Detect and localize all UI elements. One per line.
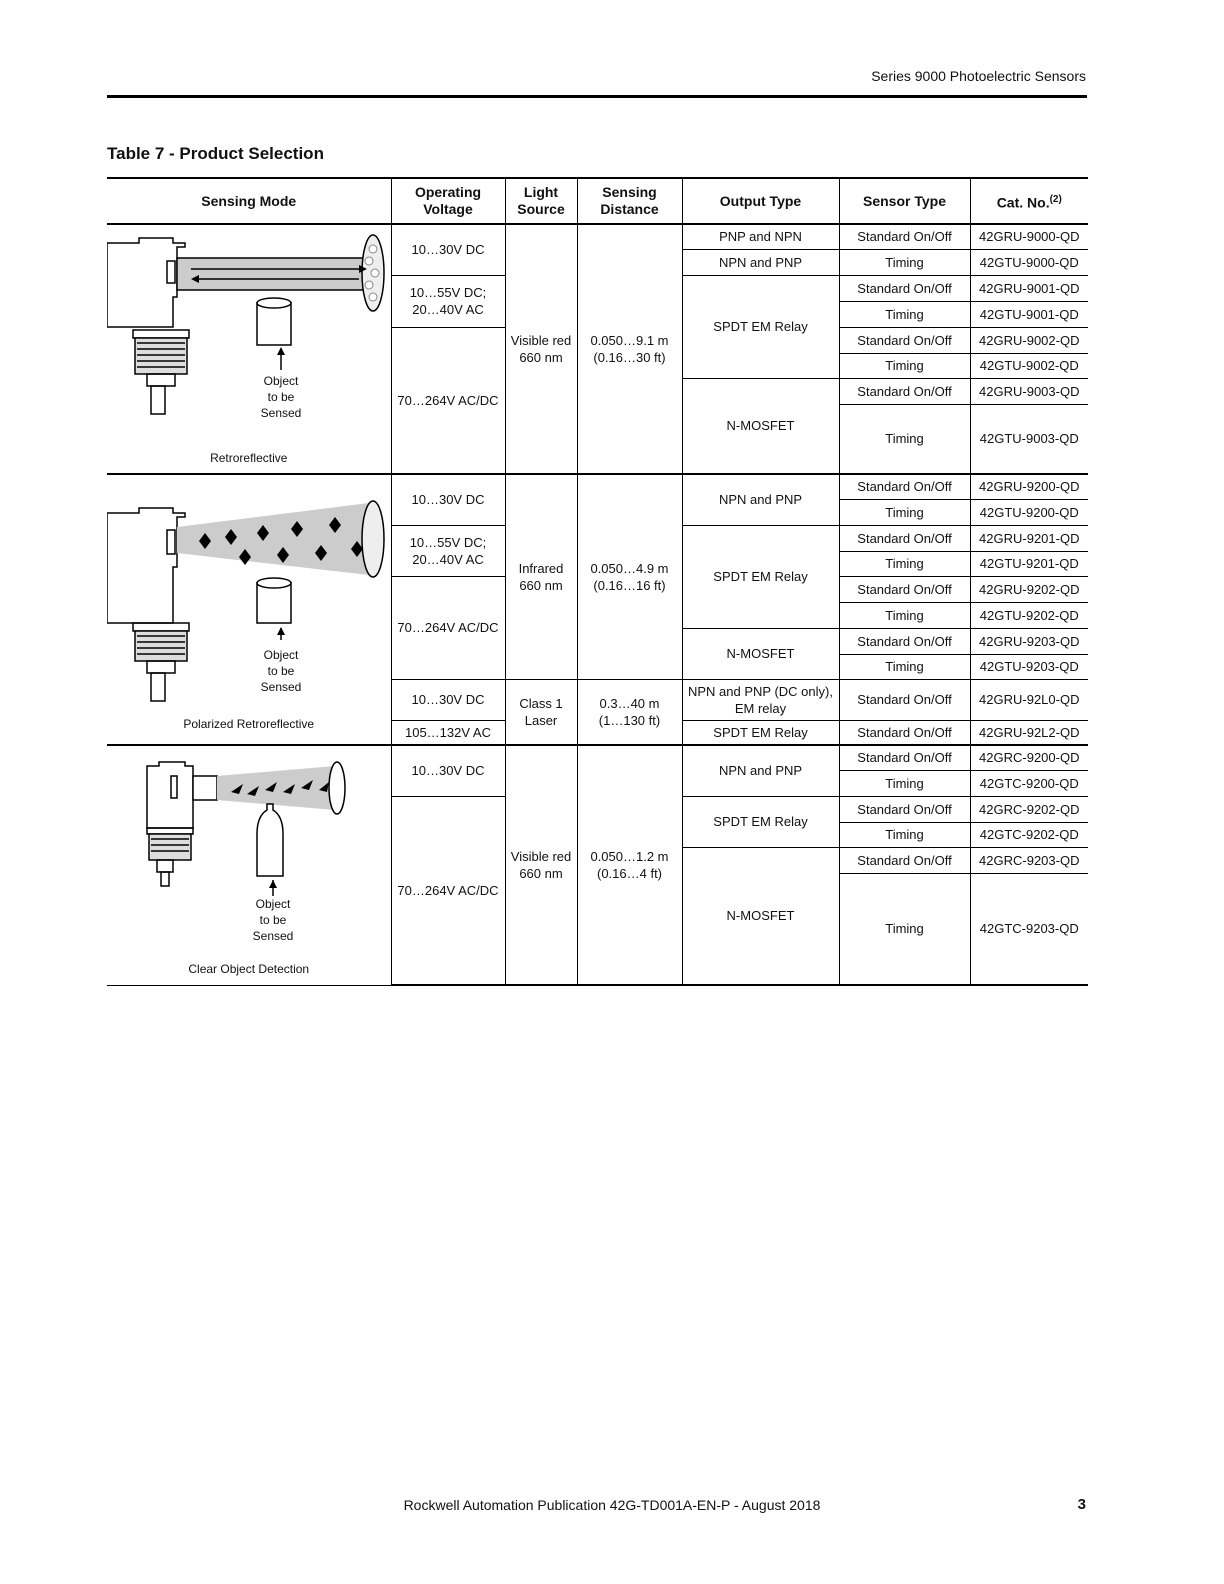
cat-no-cell: 42GTU-9201-QD — [970, 551, 1088, 576]
output-type-cell: NPN and PNP — [682, 745, 839, 796]
polarized-retroreflective-sensor-diagram — [107, 475, 391, 735]
sensor-type-cell: Timing — [839, 602, 970, 628]
voltage-cell: 10…30V DC — [391, 224, 505, 275]
sensing-distance-cell: 0.3…40 m (1…130 ft) — [577, 679, 682, 745]
sensor-type-cell: Standard On/Off — [839, 576, 970, 602]
cat-no-cell: 42GRU-92L2-QD — [970, 720, 1088, 745]
cat-no-cell: 42GRU-9003-QD — [970, 378, 1088, 404]
object-label: Object to be Sensed — [260, 648, 302, 694]
output-type-cell: NPN and PNP — [682, 249, 839, 275]
output-type-cell: NPN and PNP — [682, 474, 839, 525]
object-label: Object to be Sensed — [260, 374, 302, 420]
light-source-cell: Infrared 660 nm — [505, 474, 577, 679]
sensor-type-cell: Timing — [839, 301, 970, 327]
cat-no-cell: 42GTU-9003-QD — [970, 404, 1088, 474]
cat-no-cell: 42GRU-9000-QD — [970, 224, 1088, 249]
sensor-type-cell: Timing — [839, 822, 970, 847]
table-row — [107, 745, 1088, 770]
sensing-mode-label: Clear Object Detection — [188, 962, 310, 976]
table-header-row — [107, 178, 1088, 224]
cat-no-cell: 42GRU-92L0-QD — [970, 679, 1088, 720]
sensing-distance-cell: 0.050…4.9 m (0.16…16 ft) — [577, 474, 682, 679]
col-header-sensing-distance: Sensing Distance — [577, 178, 682, 224]
running-header: Series 9000 Photoelectric Sensors — [871, 68, 1086, 84]
voltage-cell: 70…264V AC/DC — [391, 796, 505, 985]
light-source-cell: Visible red 660 nm — [505, 745, 577, 985]
object-label: Object to be Sensed — [252, 897, 294, 943]
cat-no-cell: 42GRU-9201-QD — [970, 525, 1088, 551]
cat-no-cell: 42GRU-9203-QD — [970, 628, 1088, 654]
voltage-cell: 10…30V DC — [391, 679, 505, 720]
col-header-cat-no: Cat. No.$^{(2)}$ — [970, 178, 1088, 224]
voltage-cell: 10…30V DC — [391, 474, 505, 525]
sensing-mode-clear-object-detection — [107, 745, 391, 985]
cat-no-cell: 42GTU-9000-QD — [970, 249, 1088, 275]
sensor-type-cell: Timing — [839, 873, 970, 985]
voltage-cell: 105…132V AC — [391, 720, 505, 745]
cat-no-cell: 42GTC-9203-QD — [970, 873, 1088, 985]
cat-no-cell: 42GTU-9203-QD — [970, 654, 1088, 679]
voltage-cell: 10…30V DC — [391, 745, 505, 796]
cat-no-cell: 42GRC-9200-QD — [970, 745, 1088, 770]
header-rule — [107, 95, 1087, 98]
output-type-cell: SPDT EM Relay — [682, 720, 839, 745]
sensor-type-cell: Standard On/Off — [839, 474, 970, 499]
sensing-mode-label: Polarized Retroreflective — [183, 717, 315, 731]
col-header-output-type: Output Type — [682, 178, 839, 224]
cat-no-cell: 42GRU-9002-QD — [970, 327, 1088, 353]
light-source-cell: Class 1 Laser — [505, 679, 577, 745]
output-type-cell: N-MOSFET — [682, 378, 839, 474]
col-header-sensor-type: Sensor Type — [839, 178, 970, 224]
cat-no-cell: 42GTU-9200-QD — [970, 499, 1088, 525]
cat-no-cell: 42GRC-9202-QD — [970, 796, 1088, 822]
sensor-type-cell: Standard On/Off — [839, 679, 970, 720]
sensor-type-cell: Timing — [839, 353, 970, 378]
sensor-type-cell: Timing — [839, 654, 970, 679]
sensor-type-cell: Timing — [839, 499, 970, 525]
output-type-cell: N-MOSFET — [682, 628, 839, 679]
cat-no-cell: 42GRC-9203-QD — [970, 847, 1088, 873]
sensor-type-cell: Standard On/Off — [839, 628, 970, 654]
sensing-distance-cell: 0.050…1.2 m (0.16…4 ft) — [577, 745, 682, 985]
sensor-type-cell: Timing — [839, 551, 970, 576]
output-type-cell: SPDT EM Relay — [682, 275, 839, 378]
sensing-mode-polarized-retroreflective — [107, 474, 391, 745]
voltage-cell: 10…55V DC; 20…40V AC — [391, 525, 505, 576]
output-type-cell: NPN and PNP (DC only), EM relay — [682, 679, 839, 720]
clear-object-sensor-diagram — [107, 746, 391, 986]
output-type-cell: PNP and NPN — [682, 224, 839, 249]
sensor-type-cell: Standard On/Off — [839, 224, 970, 249]
sensor-type-cell: Standard On/Off — [839, 525, 970, 551]
cat-no-cell: 42GTU-9202-QD — [970, 602, 1088, 628]
output-type-cell: N-MOSFET — [682, 847, 839, 985]
voltage-cell: 70…264V AC/DC — [391, 327, 505, 474]
sensor-type-cell: Standard On/Off — [839, 796, 970, 822]
col-header-sensing-mode: Sensing Mode — [107, 178, 391, 224]
cat-no-cell: 42GTU-9001-QD — [970, 301, 1088, 327]
sensor-type-cell: Standard On/Off — [839, 327, 970, 353]
voltage-cell: 70…264V AC/DC — [391, 576, 505, 679]
cat-no-cell: 42GRU-9001-QD — [970, 275, 1088, 301]
sensor-type-cell: Timing — [839, 404, 970, 474]
table-title: Table 7 - Product Selection — [107, 144, 324, 163]
table-row — [107, 474, 1088, 499]
col-header-operating-voltage: Operating Voltage — [391, 178, 505, 224]
output-type-cell: SPDT EM Relay — [682, 525, 839, 628]
col-header-light-source: Light Source — [505, 178, 577, 224]
product-selection-table — [107, 177, 1088, 986]
table-row — [107, 224, 1088, 249]
sensing-mode-label: Retroreflective — [210, 451, 288, 465]
sensor-type-cell: Standard On/Off — [839, 720, 970, 745]
cat-no-cell: 42GRU-9202-QD — [970, 576, 1088, 602]
cat-no-cell: 42GTC-9200-QD — [970, 770, 1088, 796]
sensing-distance-cell: 0.050…9.1 m (0.16…30 ft) — [577, 224, 682, 474]
sensor-type-cell: Standard On/Off — [839, 847, 970, 873]
cat-no-cell: 42GTC-9202-QD — [970, 822, 1088, 847]
retroreflective-sensor-diagram — [107, 225, 391, 455]
sensor-type-cell: Standard On/Off — [839, 745, 970, 770]
cat-no-cell: 42GTU-9002-QD — [970, 353, 1088, 378]
sensor-type-cell: Standard On/Off — [839, 275, 970, 301]
sensing-mode-retroreflective — [107, 224, 391, 474]
sensor-type-cell: Timing — [839, 249, 970, 275]
light-source-cell: Visible red 660 nm — [505, 224, 577, 474]
output-type-cell: SPDT EM Relay — [682, 796, 839, 847]
voltage-cell: 10…55V DC; 20…40V AC — [391, 275, 505, 327]
page-number: 3 — [1077, 1496, 1086, 1513]
sensor-type-cell: Timing — [839, 770, 970, 796]
sensor-type-cell: Standard On/Off — [839, 378, 970, 404]
publication-footer: Rockwell Automation Publication 42G-TD001A-EN-P - August 2018 — [403, 1497, 821, 1513]
cat-no-cell: 42GRU-9200-QD — [970, 474, 1088, 499]
